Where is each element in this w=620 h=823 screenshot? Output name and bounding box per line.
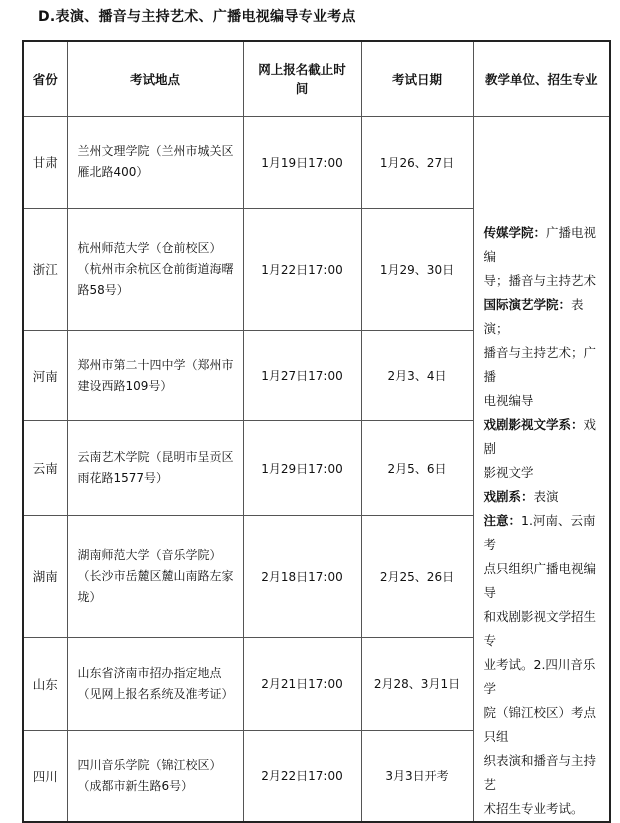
site-line: 雁北路400） (77, 165, 149, 180)
cell-date: 2月5、6日 (361, 421, 473, 515)
cell-deadline: 1月19日17:00 (243, 117, 361, 209)
header-date: 考试日期 (361, 41, 473, 117)
cell-deadline: 1月29日17:00 (243, 421, 361, 515)
site-line: 杭州师范大学（仓前校区） (77, 240, 222, 255)
note-text: 院（锦江校区）考点只组 (483, 705, 597, 744)
note-label: 注意： (483, 513, 522, 528)
cell-date: 2月28、3月1日 (361, 637, 473, 730)
unit-text: 戏剧 (483, 417, 597, 456)
cell-site (67, 117, 243, 209)
site-line: 路58号） (77, 282, 129, 297)
cell-deadline: 2月18日17:00 (243, 515, 361, 637)
cell-deadline: 2月22日17:00 (243, 730, 361, 822)
site-line: 四川音乐学院（锦江校区） (77, 757, 222, 772)
note-text: 织表演和播音与主持艺 (483, 753, 597, 792)
cell-deadline: 1月22日17:00 (243, 208, 361, 330)
cell-province: 云南 (23, 421, 67, 515)
note-text: 1.河南、云南考 (483, 513, 596, 552)
site-line: 湖南师范大学（音乐学院） (77, 547, 222, 562)
cell-date: 1月29、30日 (361, 208, 473, 330)
unit-text: 播音与主持艺术；广播 (483, 345, 597, 384)
site-line: （杭州市余杭区仓前街道海曙 (77, 261, 234, 276)
site-line: （长沙市岳麓区麓山南路左家 (77, 568, 234, 583)
cell-date: 1月26、27日 (361, 117, 473, 209)
site-line: 郑州市第二十四中学（郑州市 (77, 357, 234, 372)
table-row (23, 117, 610, 209)
cell-province: 四川 (23, 730, 67, 822)
unit-name: 国际演艺学院： (483, 297, 572, 312)
cell-date: 2月3、4日 (361, 330, 473, 421)
cell-site (67, 330, 243, 421)
cell-site (67, 421, 243, 515)
header-site: 考试地点 (67, 41, 243, 117)
header-deadline (243, 41, 361, 117)
cell-province: 浙江 (23, 208, 67, 330)
unit-text: 影视文学 (483, 465, 534, 480)
header-deadline-line1: 网上报名截止时 (258, 62, 346, 77)
unit-text: 表演 (533, 489, 559, 504)
cell-date: 3月3日开考 (361, 730, 473, 822)
cell-units (473, 117, 610, 823)
site-line: 云南艺术学院（昆明市呈贡区 (77, 450, 234, 464)
note-text: 和戏剧影视文学招生专 (483, 609, 597, 648)
unit-text: 表演； (483, 297, 584, 336)
note-text: 术招生专业考试。 (483, 801, 584, 816)
site-line: 兰州文理学院（兰州市城关区 (77, 144, 234, 159)
note-text: 点只组织广播电视编导 (483, 561, 597, 600)
cell-site (67, 637, 243, 730)
note-text: 业考试。2.四川音乐学 (483, 657, 596, 696)
header-units: 教学单位、招生专业 (473, 41, 610, 117)
cell-site (67, 730, 243, 822)
exam-site-table (22, 40, 611, 823)
unit-name: 戏剧影视文学系： (483, 417, 584, 432)
cell-site (67, 208, 243, 330)
cell-site (67, 515, 243, 637)
page-title: D.表演、播音与主持艺术、广播电视编导专业考点 (38, 9, 356, 25)
cell-province: 湖南 (23, 515, 67, 637)
cell-province: 河南 (23, 330, 67, 421)
cell-province: 甘肃 (23, 117, 67, 209)
unit-text: 导；播音与主持艺术 (483, 273, 597, 288)
unit-name: 传媒学院： (483, 225, 547, 240)
cell-deadline: 1月27日17:00 (243, 330, 361, 421)
site-line: 雨花路1577号） (77, 471, 169, 485)
cell-date: 2月25、26日 (361, 515, 473, 637)
table-header-row (23, 41, 610, 117)
header-province: 省份 (23, 41, 67, 117)
site-line: 垅） (77, 589, 102, 604)
site-line: （见网上报名系统及准考证） (77, 686, 234, 701)
cell-deadline: 2月21日17:00 (243, 637, 361, 730)
site-line: 山东省济南市招办指定地点 (77, 665, 222, 680)
site-line: 建设西路109号） (77, 378, 173, 393)
unit-text: 广播电视编 (483, 225, 597, 264)
cell-province: 山东 (23, 637, 67, 730)
unit-text: 电视编导 (483, 393, 534, 408)
header-deadline-line2: 间 (295, 81, 309, 96)
unit-name: 戏剧系： (483, 489, 534, 504)
site-line: （成都市新生路6号） (77, 778, 194, 793)
